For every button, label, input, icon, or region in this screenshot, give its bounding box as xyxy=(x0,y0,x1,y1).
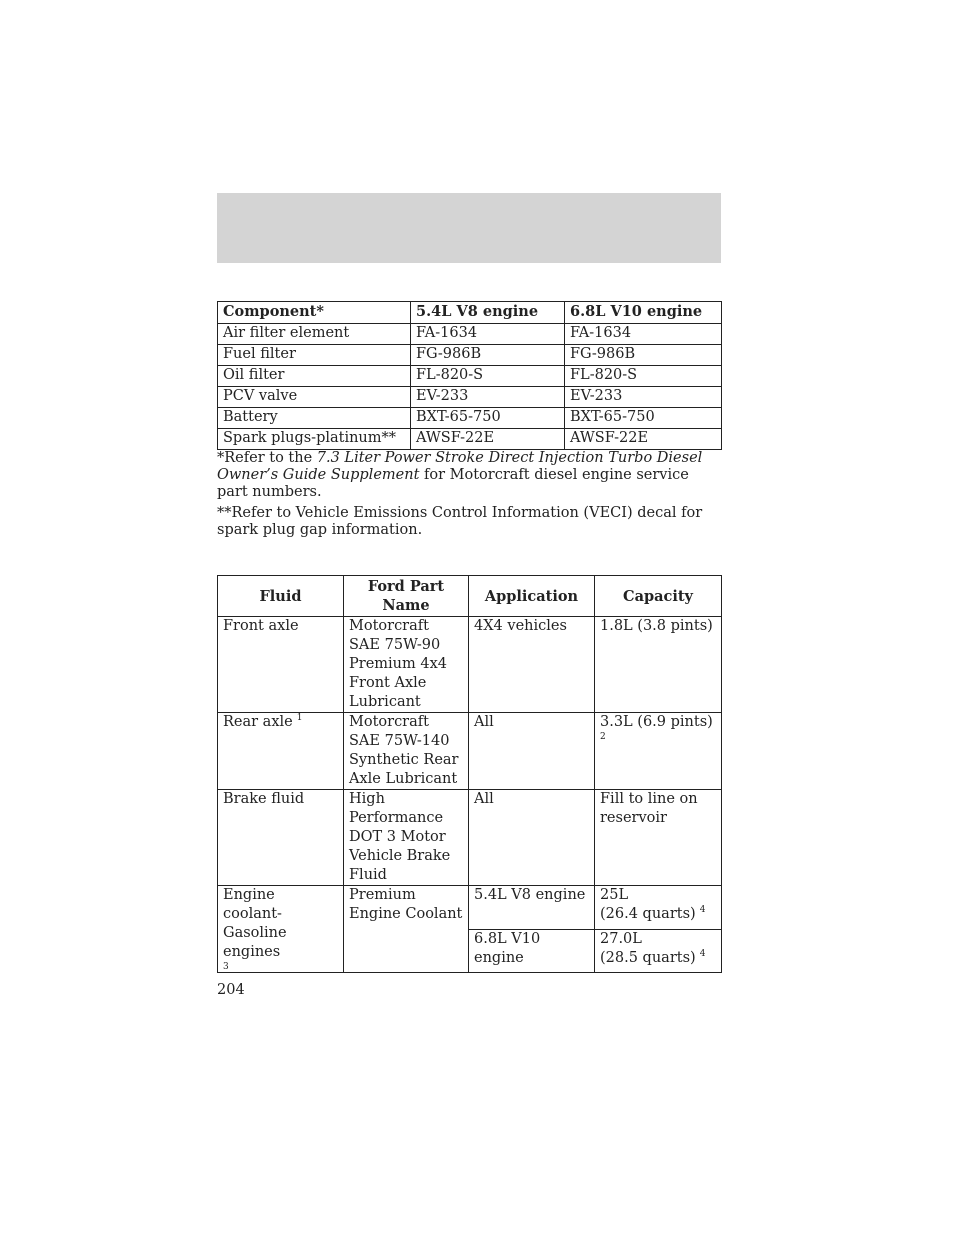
footnote-marker: 1 xyxy=(296,713,303,723)
fluid-table xyxy=(217,575,722,973)
table-row-coolant-v8 xyxy=(218,886,722,930)
table-cell: 4X4 vehicles xyxy=(469,617,595,713)
table-cell: Battery xyxy=(218,408,411,429)
footnote-marker: 4 xyxy=(699,905,706,915)
table-cell xyxy=(218,713,344,790)
table-cell: 6.8L V10 engine xyxy=(469,929,595,973)
table-cell: EV-233 xyxy=(411,387,565,408)
note1-italic-title: 7.3 Liter Power Stroke Direct Injection Turbo Diesel Owner’s Guide Supplement xyxy=(217,450,703,483)
table-row xyxy=(218,429,722,450)
table-row xyxy=(218,366,722,387)
section-header-band xyxy=(217,193,721,263)
coolant-label: Engine coolant-Gasoline engines xyxy=(223,887,287,960)
parts-header-v10: 6.8L V10 engine xyxy=(565,302,722,324)
v10-capacity-liters: 27.0L xyxy=(600,930,642,947)
table-cell: BXT-65-750 xyxy=(565,408,722,429)
table-cell: Oil filter xyxy=(218,366,411,387)
table-cell: Premium Engine Coolant xyxy=(344,886,469,973)
parts-header-component: Component* xyxy=(218,302,411,324)
footnote-marker: 3 xyxy=(223,962,229,972)
table-cell xyxy=(595,929,722,973)
table-cell: Air filter element xyxy=(218,324,411,345)
table-cell xyxy=(218,886,344,973)
table-cell xyxy=(595,886,722,930)
parts-header-row xyxy=(218,302,722,324)
table-cell: FG-986B xyxy=(411,345,565,366)
table-row xyxy=(218,345,722,366)
table-cell xyxy=(595,713,722,790)
note1-suffix: for Motorcraft diesel engine service part numbers. xyxy=(217,467,689,500)
table-cell: AWSF-22E xyxy=(565,429,722,450)
v8-capacity-quarts: (26.4 quarts) xyxy=(600,906,696,922)
table-cell: FG-986B xyxy=(565,345,722,366)
v8-capacity-liters: 25L xyxy=(600,887,629,903)
table-cell: Front axle xyxy=(218,617,344,713)
rear-axle-label: Rear axle xyxy=(223,714,293,730)
fluid-header-fluid: Fluid xyxy=(218,576,344,617)
rear-axle-capacity: 3.3L (6.9 pints) xyxy=(600,714,713,730)
table-row xyxy=(218,408,722,429)
parts-header-v8: 5.4L V8 engine xyxy=(411,302,565,324)
table-row xyxy=(218,387,722,408)
table-cell: Spark plugs-platinum** xyxy=(218,429,411,450)
table-cell: Fill to line on reservoir xyxy=(595,790,722,886)
note2-text: **Refer to Vehicle Emissions Control Information (VECI) decal for spark plug gap information. xyxy=(217,505,703,538)
footnote-marker: 4 xyxy=(699,948,706,959)
table-cell: Brake fluid xyxy=(218,790,344,886)
spark-plug-footnote xyxy=(217,505,723,539)
v10-capacity-quarts: (28.5 quarts) xyxy=(600,949,696,966)
table-cell: FL-820-S xyxy=(565,366,722,387)
table-cell: High Performance DOT 3 Motor Vehicle Brake Fluid xyxy=(344,790,469,886)
table-row-front-axle xyxy=(218,617,722,713)
table-cell: FA-1634 xyxy=(565,324,722,345)
table-cell: FA-1634 xyxy=(411,324,565,345)
table-cell: Motorcraft SAE 75W-140 Synthetic Rear Axle Lubricant xyxy=(344,713,469,790)
diesel-footnote xyxy=(217,450,723,501)
fluid-header-row xyxy=(218,576,722,617)
table-cell: PCV valve xyxy=(218,387,411,408)
footnote-marker: 2 xyxy=(600,732,606,742)
table-row-rear-axle xyxy=(218,713,722,790)
table-cell: All xyxy=(469,713,595,790)
page-number: 204 xyxy=(217,982,245,998)
table-cell: Motorcraft SAE 75W-90 Premium 4x4 Front Axle Lubricant xyxy=(344,617,469,713)
fluid-header-part: Ford Part Name xyxy=(344,576,469,617)
fluid-header-application: Application xyxy=(469,576,595,617)
table-row-brake-fluid xyxy=(218,790,722,886)
table-cell: EV-233 xyxy=(565,387,722,408)
table-cell: 1.8L (3.8 pints) xyxy=(595,617,722,713)
table-cell: BXT-65-750 xyxy=(411,408,565,429)
table-cell: 5.4L V8 engine xyxy=(469,886,595,930)
table-row xyxy=(218,324,722,345)
fluid-header-capacity: Capacity xyxy=(595,576,722,617)
table-cell: FL-820-S xyxy=(411,366,565,387)
table-cell: Fuel filter xyxy=(218,345,411,366)
table-cell: All xyxy=(469,790,595,886)
note1-prefix: *Refer to the xyxy=(217,450,317,466)
parts-table xyxy=(217,301,722,450)
table-cell: AWSF-22E xyxy=(411,429,565,450)
